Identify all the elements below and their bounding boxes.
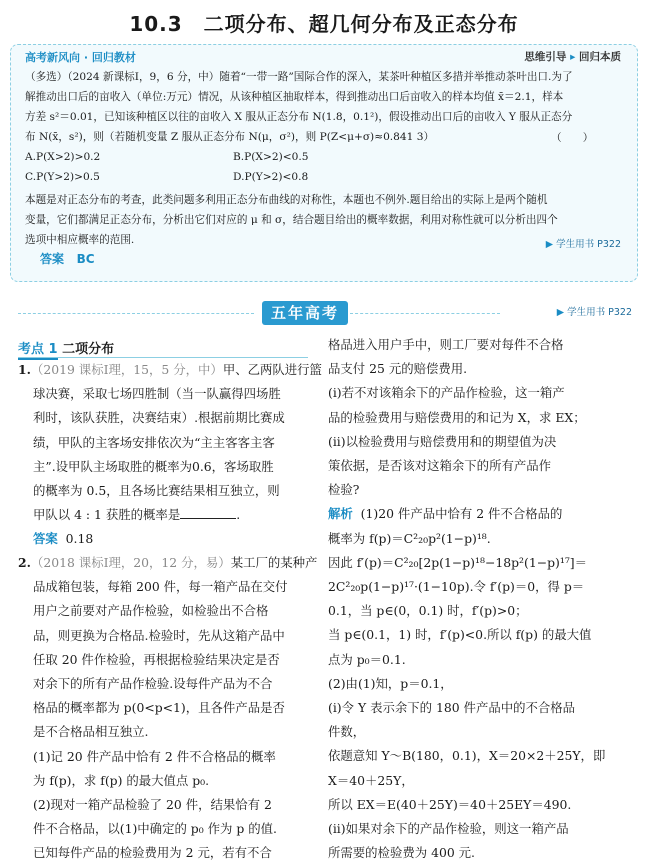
question-text: (1)记 20 件产品中恰有 2 件不合格品的概率 — [33, 748, 276, 764]
divider — [18, 313, 254, 314]
question-text: 品支付 25 元的赔偿费用. — [328, 361, 468, 377]
question-text: 用户之前要对产品作检验，如检验出不合格 — [33, 603, 269, 619]
box-header-right-b: 回归本质 — [579, 51, 621, 63]
solution-text: 点为 p₀＝0.1. — [328, 651, 406, 667]
solution-text: X＝40＋25Y， — [328, 772, 414, 788]
box-question-line: 解推动出口后的亩收入（单位:万元）情况，从该种植区抽取样本，得到推动出口后亩收入的样本均值 x̄＝2.1，样本 — [25, 91, 564, 103]
solution-text: 当 p∈(0.1，1) 时，f′(p)<0.所以 f(p) 的最大值 — [328, 627, 592, 643]
box-question-line: 布 N(x̄，s²)，则（若随机变量 Z 服从正态分布 N(μ，σ²)，则 P(Z<μ+σ)≈0.841 3） — [25, 131, 435, 143]
answer-blank — [180, 506, 236, 519]
question-text: (2)现对一箱产品检验了 20 件，结果恰有 2 — [33, 797, 272, 813]
solution-text: 概率为 f(p)＝C²₂₀p²(1−p)¹⁸. — [328, 530, 491, 546]
question-text: 任取 20 件作检验，再根据检验结果决定是否 — [33, 651, 280, 667]
divider — [350, 313, 500, 314]
question-2 — [18, 551, 317, 866]
question-text: 绩，甲队的主客场安排依次为“主主客客主客 — [33, 434, 275, 450]
solution-text: (i)令 Y 表示余下的 180 件产品中的不合格品 — [328, 700, 576, 716]
question-text: 为 f(p)，求 f(p) 的最大值点 p₀. — [33, 772, 210, 788]
solution-text: 因此 f′(p)＝C²₂₀[2p(1−p)¹⁸−18p²(1−p)¹⁷]＝ — [328, 554, 588, 570]
question-text: 格品进入用户手中，则工厂要对每件不合格 — [328, 337, 564, 352]
question-source: （2019 课标Ⅰ理，15，5 分，中） — [30, 362, 223, 377]
page-title: 10.3 二项分布、超几何分布及正态分布 — [129, 12, 519, 36]
question-text: 策依据，是否该对这箱余下的所有产品作 — [328, 458, 552, 474]
box-header — [11, 45, 637, 67]
solution-text: (2)由(1)知，p＝0.1， — [328, 675, 453, 691]
triangle-icon: ▶ — [556, 307, 565, 318]
question-text: (i)若不对该箱余下的产品作检验，这一箱产 — [328, 385, 565, 401]
question-text: 件不合格品，以(1)中确定的 p₀ 作为 p 的值. — [33, 821, 277, 837]
question-text: 的概率为 0.5，且各场比赛结果相互独立，则 — [33, 483, 280, 499]
question-number: 2. — [18, 555, 31, 570]
right-column — [328, 333, 605, 865]
question-text: 甲队以 4 : 1 获胜的概率是 — [33, 507, 181, 523]
question-text: 品，则更换为合格品.检验时，先从这箱产品中 — [33, 627, 285, 643]
solution-text: 依题意知 Y～B(180，0.1)，X＝20×2＋25Y，即 — [328, 748, 606, 764]
box-answer — [40, 250, 95, 267]
box-question-line: （多选）（2024 新课标Ⅰ，9，6 分，中）随着“一带一路”国际合作的深入，某茶叶种植区多措并举推动茶叶出口.为了 — [25, 71, 573, 83]
answer-value: 0.18 — [65, 531, 94, 547]
box-header-left: 高考新风向 · 回归教材 — [25, 51, 136, 64]
question-text: 格品的概率都为 p(0<p<1)，且各件产品是否 — [33, 700, 285, 716]
box-book-ref-text: 学生用书 P322 — [556, 239, 621, 250]
box-answer-label: 答案 — [40, 252, 65, 266]
question-text: 对余下的所有产品作检验.设每件产品为不合 — [33, 676, 273, 692]
option-a: A.P(X>2)>0.2 — [25, 151, 101, 163]
question-text: 某工厂的某种产 — [230, 555, 318, 570]
solution-text: 0.1，当 p∈(0，0.1) 时，f′(p)>0； — [328, 603, 528, 619]
triangle-icon: ▶ — [545, 239, 554, 250]
box-question-line: 方差 s²＝0.01，已知该种植区以往的亩收入 X 服从正态分布 N(1.8，0.1²)，假设推动出口后的亩收入 Y 服从正态分 — [25, 111, 573, 123]
analysis-label: 解析 — [328, 506, 353, 522]
question-number: 1. — [18, 362, 31, 377]
question-text: 球决赛，采取七场四胜制（当一队赢得四场胜 — [33, 386, 281, 402]
option-b: B.P(X>2)<0.5 — [233, 151, 309, 163]
box-analysis-line: 变量，它们都满足正态分布，分析出它们对应的 μ 和 σ，结合题目给出的概率数据，利用对称性就可以分析出四个 — [25, 214, 558, 226]
answer-label: 答案 — [33, 531, 58, 547]
question-text: 已知每件产品的检验费用为 2 元，若有不合 — [33, 845, 272, 861]
question-1: 1.（2019 课标Ⅰ理，15，5 分，中）甲、乙两队进行篮 球决赛，采取七场四胜制（当一队赢得四场胜 利时，该队获胜，决赛结束）.根据前期比赛成 绩，甲队的主客场安排依次为“主主客客主客 主”.设甲队主场取胜的概率为0.6，客场取胜 的概率为 0.5，且各场比赛结果相互独立，则 甲队以 4 : 1 获胜的概率是 . 答案 0.18 — [18, 362, 322, 547]
solution-text: 所需要的检验费为 400 元. — [328, 845, 475, 861]
question-text: 是不合格品相互独立. — [33, 724, 149, 740]
option-d: D.P(Y>2)<0.8 — [233, 171, 309, 183]
question-text: 品成箱包装，每箱 200 件，每一箱产品在交付 — [33, 579, 288, 595]
question-text: 主”.设甲队主场取胜的概率为0.6，客场取胜 — [33, 458, 274, 474]
arrow-icon: ▸ — [570, 51, 576, 63]
box-header-right — [524, 49, 621, 64]
question-text: (ii)以检验费用与赔偿费用和的期望值为决 — [328, 433, 557, 449]
knowledge-point-tag: 考点 1 — [18, 342, 58, 360]
question-text: 利时，该队获胜，决赛结束）.根据前期比赛成 — [33, 410, 285, 426]
box-analysis-line: 本题是对正态分布的考查，此类问题多利用正态分布曲线的对称性，本题也不例外.题目给出的实际上是两个随机 — [25, 194, 548, 206]
box-header-right-a: 思维引导 — [524, 51, 567, 63]
solution-text: 2C²₂₀p(1−p)¹⁷·(1−10p).令 f′(p)＝0，得 p＝ — [328, 579, 585, 595]
box-answer-value: BC — [76, 252, 95, 266]
section-banner: 五年高考 — [262, 301, 348, 325]
question-text: 品的检验费用与赔偿费用的和记为 X，求 EX； — [328, 409, 586, 425]
knowledge-point-title: 二项分布 — [62, 342, 115, 357]
knowledge-point-heading — [18, 338, 114, 357]
question-text: 甲、乙两队进行篮 — [222, 362, 322, 377]
box-book-ref — [546, 236, 621, 250]
option-c: C.P(Y>2)>0.5 — [25, 171, 100, 183]
section-book-ref — [557, 304, 632, 318]
question-text: 检验? — [328, 482, 360, 498]
solution-text: 所以 EX＝E(40＋25Y)＝40＋25EY＝490. — [328, 796, 572, 812]
question-source: （2018 课标Ⅰ理，20，12 分，易） — [30, 555, 231, 570]
solution-text: 件数， — [328, 724, 366, 740]
solution-text: (ii)如果对余下的产品作检验，则这一箱产品 — [328, 821, 569, 837]
new-trend-box — [10, 44, 638, 282]
section-book-ref-text: 学生用书 P322 — [567, 307, 632, 318]
solution-text: (1)20 件产品中恰有 2 件不合格品的 — [360, 506, 563, 522]
answer-paren: （ ） — [551, 132, 594, 144]
box-analysis-line: 选项中相应概率的范围. — [25, 234, 135, 246]
